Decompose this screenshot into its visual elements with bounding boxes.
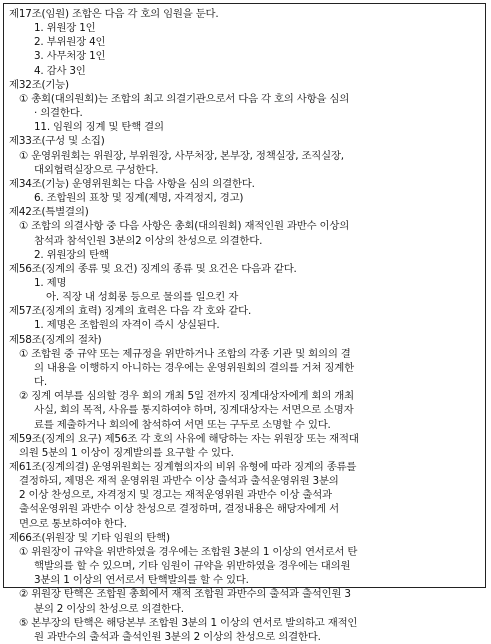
regulation-line: 제59조(징계의 요구) 제56조 각 호의 사유에 해당하는 자는 위원장 또는 재적대 bbox=[9, 432, 359, 445]
regulation-line: 제66조(위원장 및 기타 임원의 탄핵) bbox=[9, 531, 170, 544]
regulation-line: 1. 위원장 1인 bbox=[34, 22, 96, 35]
regulation-line: 제57조(징계의 효력) 징계의 효력은 다음 각 호와 같다. bbox=[9, 305, 252, 318]
regulation-line: 아. 직장 내 성희롱 등으로 물의를 일으킨 자 bbox=[46, 291, 239, 304]
regulation-line: 원 과반수의 출석과 출석인원 3분의 2 이상의 찬성으로 의결한다. bbox=[34, 630, 321, 643]
regulation-line: ① 위원장이 규약을 위반하였을 경우에는 조합원 3분의 1 이상의 연서로서 탄 bbox=[19, 545, 358, 558]
regulation-line: 의 내용을 이행하지 아니하는 경우에는 운영위원회의 결의를 거쳐 징계한 bbox=[34, 361, 354, 374]
regulation-line: 출석운영위원 과반수 이상 찬성으로 결정하며, 결정내용은 해당자에게 서 bbox=[19, 503, 339, 516]
regulation-line: 면으로 통보하여야 한다. bbox=[19, 517, 127, 530]
regulation-line: ① 운영위원회는 위원장, 부위원장, 사무처장, 본부장, 정책실장, 조직실장, bbox=[19, 149, 344, 162]
regulation-line: 사실, 회의 목적, 사유를 통지하여야 하며, 징계대상자는 서면으로 소명자 bbox=[34, 404, 354, 417]
regulation-line: 참석과 참석인원 3분의2 이상의 찬성으로 의결한다. bbox=[34, 234, 263, 247]
regulation-line: 제58조(징계의 절차) bbox=[9, 333, 102, 346]
regulation-line: 제33조(구성 및 소집) bbox=[9, 135, 105, 148]
regulation-line: 제56조(징계의 종류 및 요건) 징계의 종류 및 요건은 다음과 같다. bbox=[9, 262, 297, 275]
regulation-line: 대외협력실장으로 구성한다. bbox=[34, 163, 159, 176]
regulation-line: 6. 조합원의 표창 및 징계(제명, 자격정지, 경고) bbox=[34, 192, 244, 205]
regulation-line: ① 조합의 의결사항 중 다음 사항은 총회(대의원회) 재적인원 과반수 이상의 bbox=[19, 220, 350, 233]
regulation-line: ② 위원장 탄핵은 조합원 총회에서 재적 조합원 과반수의 출석과 출석인원 3 bbox=[19, 588, 351, 601]
regulation-excerpt-box bbox=[3, 3, 486, 643]
regulation-line: ① 조합원 중 규약 또는 제규정을 위반하거나 조합의 각종 기관 및 회의의 결 bbox=[19, 347, 351, 360]
regulation-line: 핵발의를 할 수 있으며, 기타 임원이 규약을 위반하였을 경우에는 대의원 bbox=[34, 560, 351, 573]
regulation-line: 1. 제명은 조합원의 자격이 즉시 상실된다. bbox=[34, 319, 220, 332]
regulation-line: 3분의 1 이상의 연서로서 탄핵발의를 할 수 있다. bbox=[34, 574, 249, 587]
regulation-line: ⑤ 본부장의 탄핵은 해당본부 조합원 3분의 1 이상의 연서로 발의하고 재적인 bbox=[19, 616, 358, 629]
regulation-line: 분의 2 이상의 찬성으로 의결한다. bbox=[34, 602, 184, 615]
regulation-line: 1. 제명 bbox=[34, 276, 67, 289]
regulation-line: ② 징계 여부를 심의할 경우 회의 개최 5일 전까지 징계대상자에게 회의 개최 bbox=[19, 390, 354, 403]
regulation-line: 3. 사무처장 1인 bbox=[34, 50, 106, 63]
regulation-line: 제34조(기능) 운영위원회는 다음 사항을 심의 의결한다. bbox=[9, 177, 255, 190]
regulation-line: 의원 5분의 1 이상이 징계발의를 요구할 수 있다. bbox=[19, 446, 234, 459]
regulation-line: 4. 감사 3인 bbox=[34, 64, 86, 77]
regulation-line: 제61조(징계의결) 운영위원회는 징계혐의자의 비위 유형에 따라 징계의 종류를 bbox=[9, 461, 357, 473]
regulation-line: 제17조(임원) 조합은 다음 각 호의 임원을 둔다. bbox=[9, 8, 219, 20]
regulation-line: · 의결한다. bbox=[34, 107, 83, 120]
regulation-line: 다. bbox=[34, 376, 47, 389]
regulation-line: 2. 부위원장 4인 bbox=[34, 36, 106, 49]
regulation-line: ① 총회(대의원회)는 조합의 최고 의결기관으로서 다음 각 호의 사항을 심의 bbox=[19, 92, 350, 105]
regulation-line: 제32조(기능) bbox=[9, 78, 69, 91]
regulation-line: 2 이상 찬성으로, 자격정지 및 경고는 재적운영위원 과반수 이상 출석과 bbox=[19, 489, 332, 502]
regulation-line: 11. 임원의 징계 및 탄핵 결의 bbox=[34, 121, 164, 134]
regulation-line: 제42조(특별결의) bbox=[9, 206, 89, 219]
regulation-line: 료를 제출하거나 회의에 참석하여 서면 또는 구두로 소명할 수 있다. bbox=[34, 418, 331, 431]
regulation-line: 2. 위원장의 탄핵 bbox=[34, 248, 109, 261]
regulation-line: 결정하되, 제명은 재적 운영위원 과반수 이상 출석과 출석운영위원 3분의 bbox=[19, 475, 339, 488]
